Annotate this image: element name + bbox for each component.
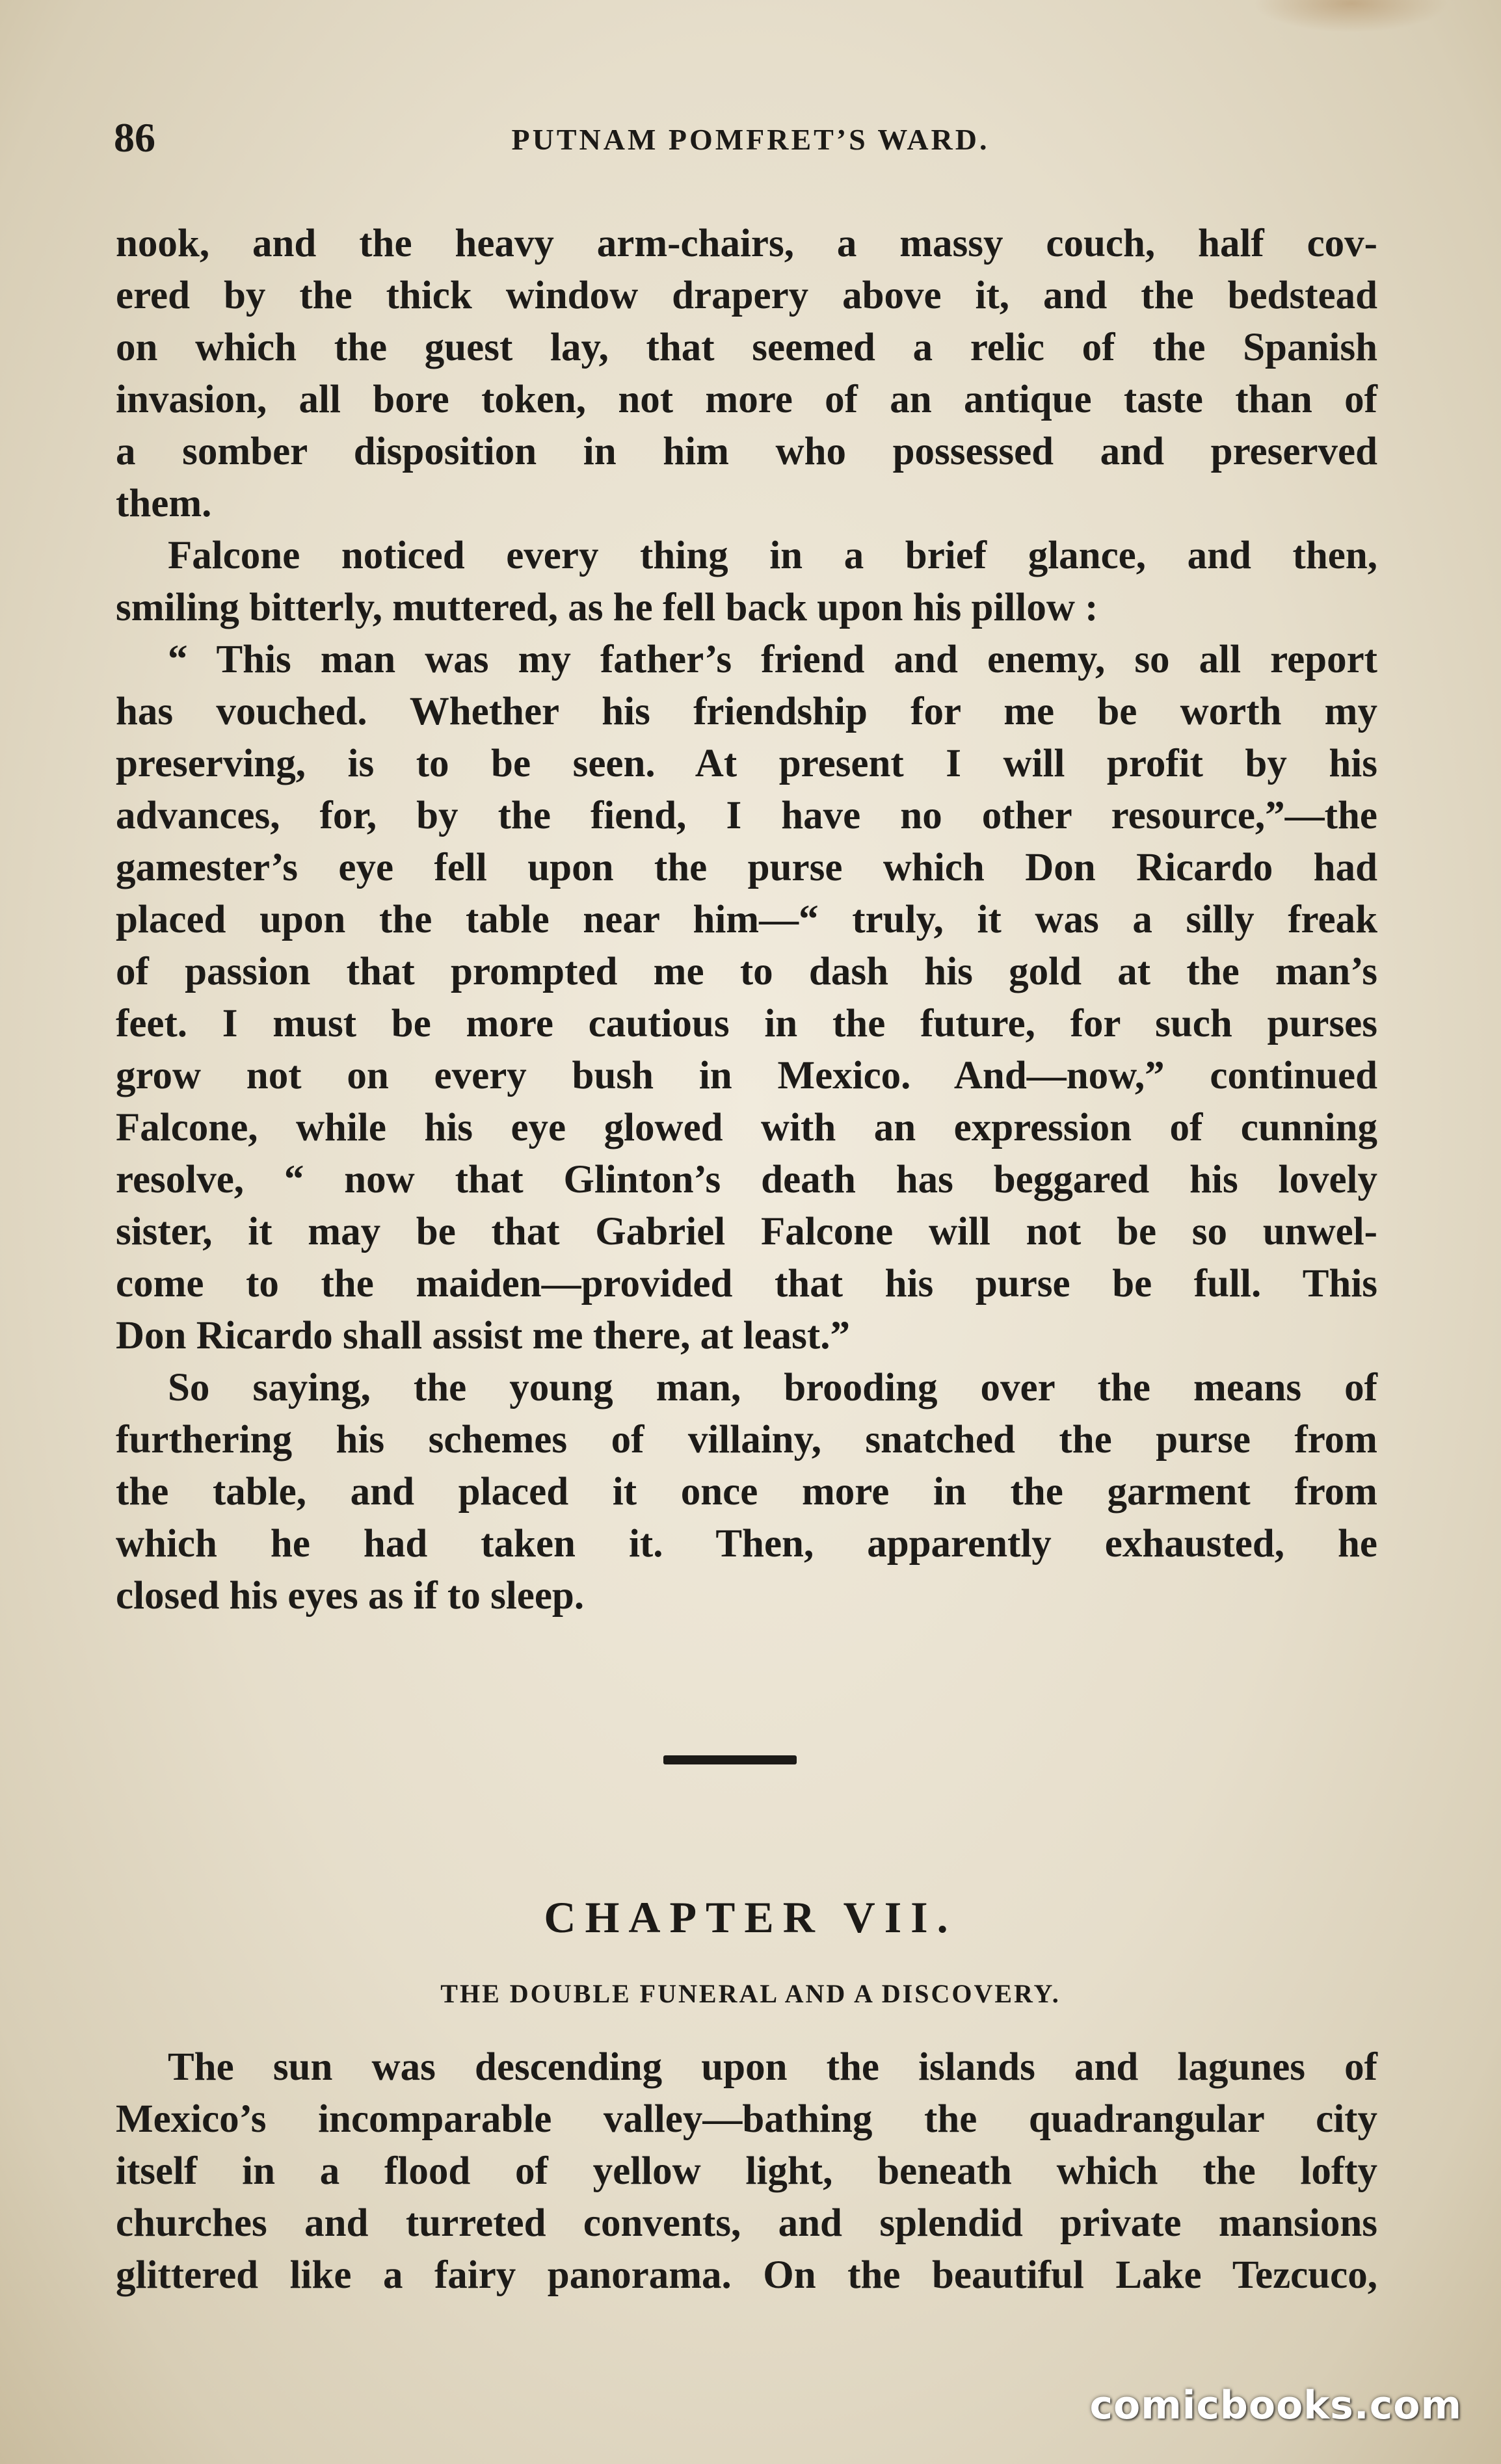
text-line: which he had taken it. Then, apparently exhausted, he: [116, 1522, 1377, 1566]
page-number: 86: [114, 114, 155, 161]
text-line: gamester’s eye fell upon the purse which Don Ricardo had: [116, 846, 1377, 889]
text-line: of passion that prompted me to dash his gold at the man’s: [116, 950, 1377, 993]
text-line: Mexico’s incomparable valley—bathing the quadrangular city: [116, 2097, 1377, 2141]
text-line: “ This man was my father’s friend and enemy, so all report: [168, 638, 1377, 681]
text-line: furthering his schemes of villainy, snatched the purse from: [116, 1418, 1377, 1461]
text-line: The sun was descending upon the islands and lagunes of: [168, 2045, 1377, 2089]
chapter-title: CHAPTER VII.: [544, 1893, 957, 1942]
text-line: resolve, “ now that Glinton’s death has beggared his lovely: [116, 1158, 1377, 1201]
text-line: closed his eyes as if to sleep.: [116, 1574, 585, 1618]
text-line: churches and turreted convents, and splendid private mansions: [116, 2201, 1377, 2245]
page-stain: [1254, 0, 1449, 33]
text-line: nook, and the heavy arm-chairs, a massy couch, half cov-: [116, 222, 1377, 265]
text-line: So saying, the young man, brooding over the means of: [168, 1366, 1377, 1409]
text-line: Don Ricardo shall assist me there, at least.”: [116, 1314, 850, 1357]
text-line: a somber disposition in him who possessed and preserved: [116, 430, 1377, 473]
text-line: has vouched. Whether his friendship for me be worth my: [116, 690, 1377, 733]
body-text-top: [116, 218, 1377, 1622]
text-line: smiling bitterly, muttered, as he fell back upon his pillow :: [116, 586, 1098, 629]
text-line: invasion, all bore token, not more of an antique taste than of: [116, 378, 1377, 421]
text-line: the table, and placed it once more in the garment from: [116, 1470, 1377, 1514]
text-line: grow not on every bush in Mexico. And—now,” continued: [116, 1054, 1377, 1097]
chapter-subtitle: THE DOUBLE FUNERAL AND A DISCOVERY.: [440, 1979, 1061, 2008]
watermark: comicbooks.com: [1089, 2383, 1462, 2428]
running-head: PUTNAM POMFRET’S WARD.: [511, 123, 990, 156]
text-line: glittered like a fairy panorama. On the beautiful Lake Tezcuco,: [116, 2253, 1377, 2297]
text-line: come to the maiden—provided that his purse be full. This: [116, 1262, 1377, 1305]
text-line: preserving, is to be seen. At present I will profit by his: [116, 742, 1377, 785]
text-line: sister, it may be that Gabriel Falcone will not be so unwel-: [116, 1210, 1377, 1253]
text-line: Falcone noticed every thing in a brief glance, and then,: [168, 534, 1377, 577]
section-divider: [663, 1755, 797, 1764]
text-line: on which the guest lay, that seemed a relic of the Spanish: [116, 326, 1377, 369]
body-text-bottom: [116, 2041, 1377, 2301]
text-line: advances, for, by the fiend, I have no other resource,”—the: [116, 794, 1377, 837]
text-line: itself in a flood of yellow light, beneath which the lofty: [116, 2149, 1377, 2193]
text-line: placed upon the table near him—“ truly, it was a silly freak: [116, 898, 1377, 941]
text-line: ered by the thick window drapery above it, and the bedstead: [116, 274, 1377, 317]
text-line: them.: [116, 482, 212, 525]
text-line: feet. I must be more cautious in the future, for such purses: [116, 1002, 1377, 1045]
text-line: Falcone, while his eye glowed with an expression of cunning: [116, 1106, 1377, 1149]
